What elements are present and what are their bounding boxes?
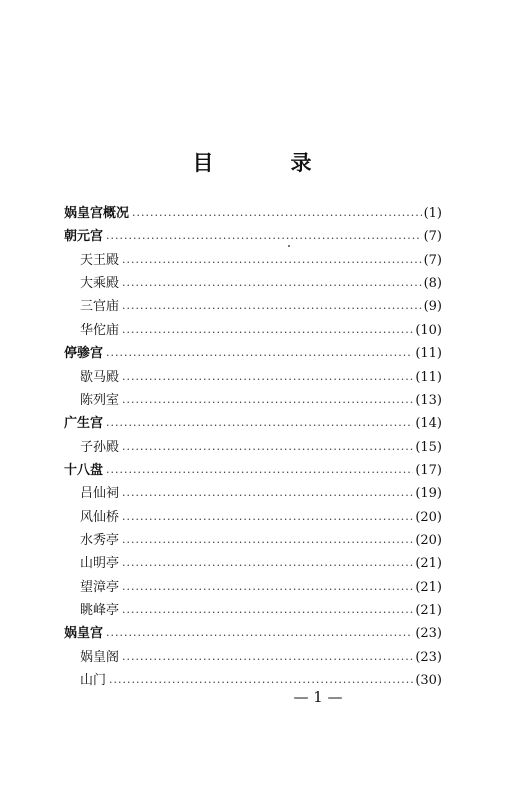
toc-subsection-entry	[80, 368, 442, 388]
toc-subsection-entry	[80, 274, 442, 294]
dot-leader	[106, 348, 413, 364]
dot-leader	[122, 372, 413, 388]
toc-section-entry	[64, 344, 442, 364]
dot-leader	[122, 255, 422, 271]
toc-subsection-entry	[80, 484, 442, 504]
toc-subsection-entry	[80, 648, 442, 668]
dot-leader	[106, 465, 413, 481]
toc-entry-title: 十八盘	[64, 462, 104, 478]
toc-entry-title: 三官庙	[80, 299, 120, 315]
toc-subsection-entry	[80, 601, 442, 621]
toc-page-number: (1)	[423, 206, 442, 221]
dot-leader	[106, 628, 413, 644]
toc-section-entry	[64, 461, 442, 481]
toc-entry-title: 吕仙祠	[80, 486, 120, 502]
toc-subsection-entry	[80, 578, 442, 598]
toc-entry-title: 歇马殿	[80, 369, 120, 385]
toc-page-number: (9)	[423, 299, 442, 315]
toc-page-number: (14)	[415, 416, 442, 432]
dot-leader	[122, 325, 413, 341]
toc-subsection-entry	[80, 508, 442, 528]
dot-leader	[122, 582, 413, 598]
dot-leader	[122, 395, 413, 411]
toc-page-number: (20)	[415, 509, 442, 525]
toc-entry-title: 大乘殿	[80, 276, 120, 292]
toc-page-number: (7)	[423, 229, 442, 245]
dot-leader	[122, 512, 413, 528]
dot-leader	[122, 278, 422, 294]
toc-page-number: (7)	[423, 252, 442, 268]
toc-page-number: (10)	[415, 322, 442, 338]
toc-entry-title: 娲皇宫	[64, 626, 104, 642]
toc-entry-title: 山门	[80, 673, 107, 688]
page-number-footer: — 1 —	[293, 688, 343, 706]
dot-leader	[132, 208, 422, 224]
toc-section-entry	[64, 624, 442, 644]
toc-page-number: (21)	[415, 556, 442, 572]
toc-page-number: (23)	[415, 649, 442, 665]
dot-leader	[122, 652, 413, 668]
toc-entry-title: 陈列室	[80, 392, 120, 408]
toc-subsection-entry	[80, 554, 442, 574]
toc-entry-title: 眺峰亭	[80, 603, 120, 618]
dot-leader	[122, 535, 413, 551]
dot-leader	[122, 488, 413, 504]
toc-subsection-entry	[80, 391, 442, 411]
page-title: 目 录	[192, 151, 340, 175]
toc-page-number: (21)	[415, 579, 442, 595]
toc-subsection-entry	[80, 438, 442, 458]
toc-page-number: (30)	[415, 673, 442, 688]
toc-entry-title: 风仙桥	[80, 509, 120, 525]
toc-page-number: (8)	[423, 276, 442, 292]
toc-entry-title: 停骖宫	[64, 346, 104, 362]
toc-section-entry	[64, 414, 442, 434]
toc-subsection-entry	[80, 251, 442, 271]
toc-page-number: (20)	[415, 532, 442, 548]
toc-entry-title: 天王殿	[80, 252, 120, 268]
dot-leader	[122, 605, 413, 621]
toc-page-number: (17)	[415, 462, 442, 478]
dot-leader	[122, 442, 413, 458]
toc-subsection-entry	[80, 297, 442, 317]
toc-section-entry	[64, 227, 442, 247]
toc-page-number: (11)	[415, 369, 442, 385]
toc-entry-title: 望漳亭	[80, 579, 120, 595]
toc-section-entry	[64, 204, 442, 224]
toc-page-number: (19)	[415, 486, 442, 502]
dot-leader	[122, 301, 422, 317]
toc-page-number: (15)	[415, 439, 442, 455]
toc-entry-title: 娲皇宫概况	[64, 206, 130, 221]
toc-entry-title: 娲皇阁	[80, 649, 120, 665]
toc-entry-title: 山明亭	[80, 556, 120, 572]
toc-entry-title: 子孙殿	[80, 439, 120, 455]
toc-page-number: (21)	[415, 603, 442, 618]
toc-entry-title: 水秀亭	[80, 532, 120, 548]
dot-leader	[106, 418, 413, 434]
toc-page-number: (11)	[415, 346, 442, 362]
toc-page-number: (23)	[415, 626, 442, 642]
toc-page-number: (13)	[415, 392, 442, 408]
toc-entry-title: 朝元宫	[64, 229, 104, 245]
dot-leader	[106, 231, 422, 247]
toc-subsection-entry	[80, 321, 442, 341]
toc-entry-title: 华佗庙	[80, 322, 120, 338]
toc-entry-title: 广生宫	[64, 416, 104, 432]
dot-leader	[122, 558, 413, 574]
toc-subsection-entry	[80, 531, 442, 551]
